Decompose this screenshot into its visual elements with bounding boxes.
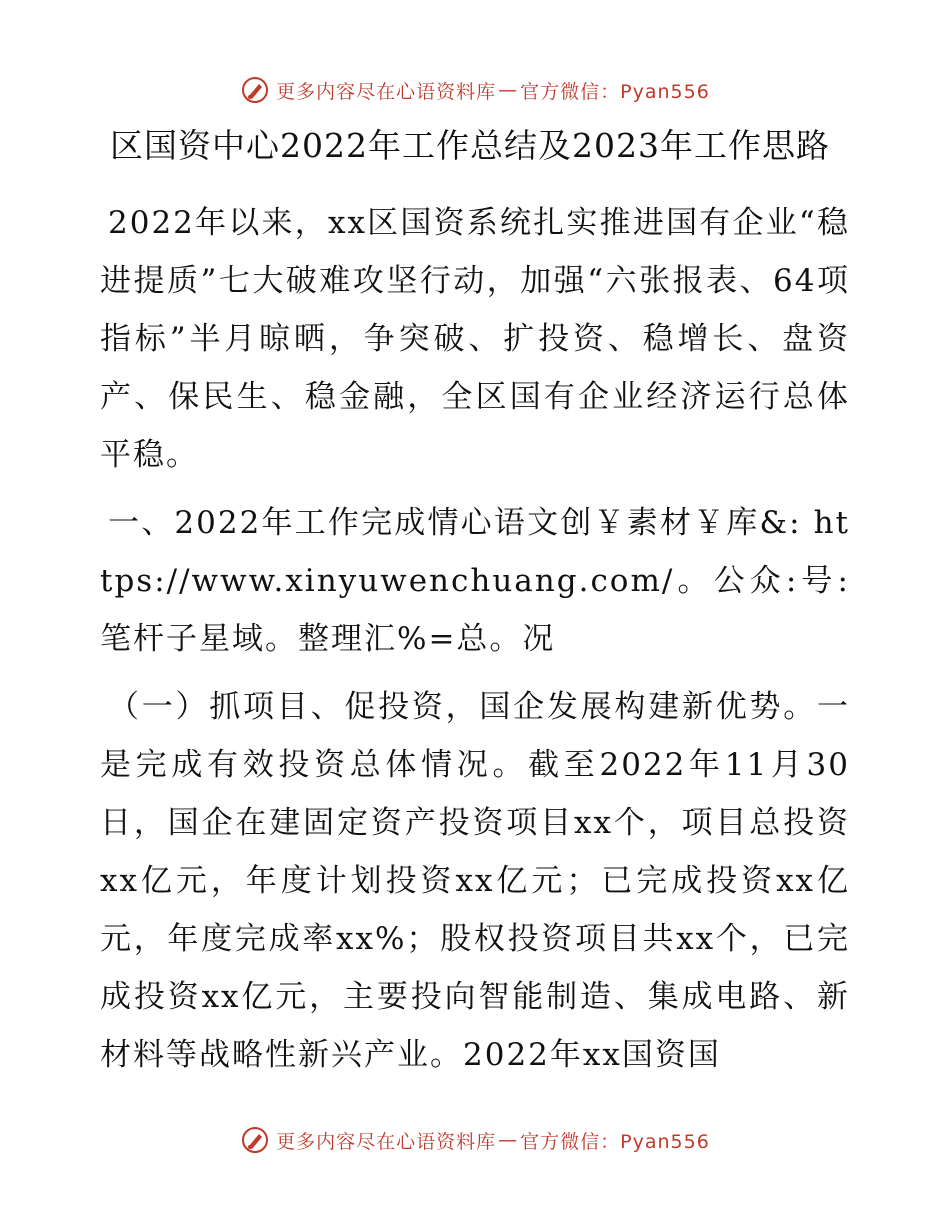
paragraph-subsection-one: （一）抓项目、促投资，国企发展构建新优势。一是完成有效投资总体情况。截至2022年11月30日，国企在建固定资产投资项目xx个，项目总投资xx亿元，年度计划投资xx亿元；已完成投资xx亿元，年度完成率xx%；股权投资项目共xx个，已完成投资xx亿元，主要投向智能制造、集成电路、新材料等战略性新兴产业。2022年xx国资国 [100, 689, 850, 1073]
watermark-text: 更多内容尽在心语资料库 [276, 1130, 497, 1153]
watermark-separator: — [498, 1129, 519, 1151]
watermark-header [0, 70, 950, 110]
pen-logo-icon [240, 75, 270, 105]
document-body [100, 120, 850, 1094]
watermark-text: 更多内容尽在心语资料库 [276, 80, 497, 103]
document-title: 区国资中心2022年工作总结及2023年工作思路 [110, 126, 830, 165]
watermark-separator: — [498, 79, 519, 101]
pen-logo-icon [240, 1125, 270, 1155]
watermark-wechat: 官方微信：Pyan556 [520, 80, 710, 103]
watermark-wechat: 官方微信：Pyan556 [520, 1130, 710, 1153]
watermark-footer [0, 1120, 950, 1160]
paragraph-section-one: 一、2022年工作完成情心语文创￥素材￥库&: https://www.xinyuwenchuang.com/。公众:号: 笔杆子星域。整理汇%=总。况 [100, 505, 850, 657]
paragraph-intro: 2022年以来，xx区国资系统扎实推进国有企业“稳进提质”七大破难攻坚行动，加强“六张报表、64项指标”半月晾晒，争突破、扩投资、稳增长、盘资产、保民生、稳金融，全区国有企业经济运行总体平稳。 [100, 205, 850, 473]
